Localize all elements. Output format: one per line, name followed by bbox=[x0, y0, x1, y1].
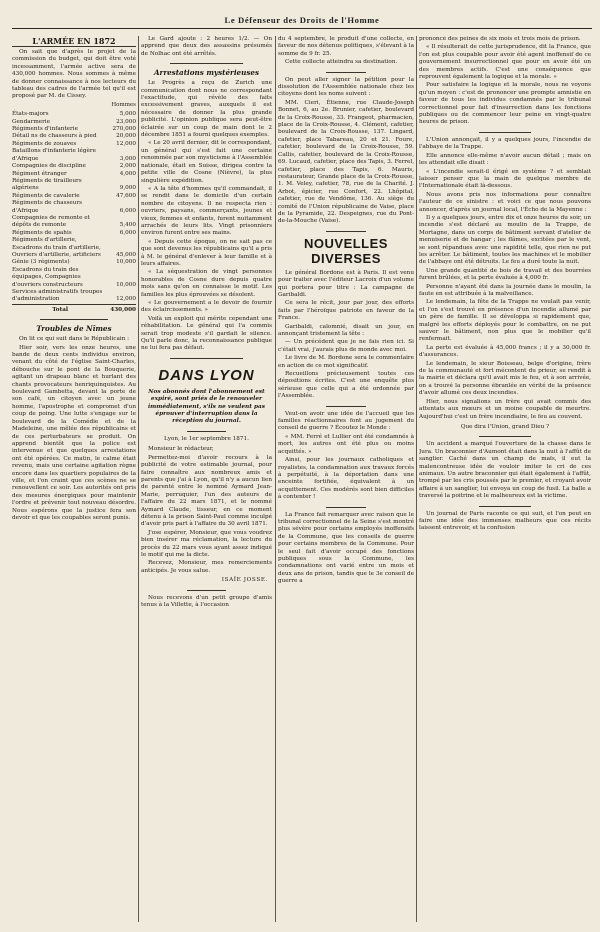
arrests-paragraph: Le Progrès a reçu de Zurich une communication dont nous ne correspondant l'exactitude, qui révèle des faits excessivement graves, auxquels il est nécessaire de donner la plus grande publicité. L'opinion publique sera peut-être éclairée sur un coup de main dont le 2 décembre 1851 a fourni quelques exemples. bbox=[141, 80, 272, 139]
table-row bbox=[12, 267, 136, 289]
nimes-title: Troubles de Nîmes bbox=[36, 324, 112, 334]
lyon-title: DANS LYON bbox=[158, 366, 255, 384]
table-row bbox=[12, 215, 136, 230]
subscription-notice: Nos abonnés dont l'abonnement est expiré, sont priés de le renouveler immédiatement, s'ils ne veulent pas éprouver d'interruption dans la réception du journal. bbox=[147, 388, 266, 425]
gard-text: Le Gard ajoute : 2 heures 1/2. — On apprend que deux des assassins présumés de Nolhac ont été arrêtés. bbox=[141, 36, 272, 57]
paris-paragraph: Un journal de Paris raconte ce qui suit, et l'on peut en faire une idée des immenses malheurs que ces récits laissent entrevoir, et la confusion bbox=[419, 510, 591, 532]
union-question: Que dira l'Union, grand Dieu ? bbox=[460, 423, 550, 430]
table-total-value: 430,000 bbox=[108, 304, 136, 314]
arrests-paragraph: « Le gouvernement a le devoir de fournir des éclaircissements. » bbox=[141, 300, 272, 314]
table-row-label: Bataillons d'infanterie légère d'Afrique bbox=[12, 148, 97, 162]
table-row-label: Régiments de chasseurs d'Afrique bbox=[12, 200, 83, 214]
masthead-title: Le Défenseur des Droits de l'Homme bbox=[224, 15, 380, 25]
union-paragraph: Personne n'ayant été dans la journée dans le moulin, la faute en est attribuée à la malveillance. bbox=[419, 283, 591, 297]
table-row-label: Régiments de zouaves bbox=[12, 140, 77, 147]
column-rule bbox=[275, 36, 276, 922]
reunion-paragraph: Ainsi, pour les journaux catholiques et royalistes, la condamnation aux travaux forcés à perpétuité, à la déportation dans une enceinte fortifiée, équivalent à un acquittement. Ces modérés sont bien difficiles à contenter ! bbox=[278, 457, 414, 501]
union-paragraph: Il y a quelques jours, entre dix et onze heures du soir, un incendie s'est déclaré au moulin de la Trappe, de Mortagne, dans un corps de bâtiment servant d'atelier de menuiserie et de hangar ; les flâmes, excitées par le vent, se sont répandues avec une rapidité telle, que rien ne put les arrêter. Le bâtiment, toutes les machines et le mobilier de l'abbaye ont été détruits. Le feu a duré toute la nuit. bbox=[419, 214, 591, 266]
table-row-label: Services administratifs troupes d'administration bbox=[12, 289, 103, 303]
divider bbox=[326, 72, 367, 73]
table-total-row bbox=[12, 304, 136, 314]
union-paragraph: L'Union annonçait, il y a quelques jours, l'incendie de l'abbaye de la Trappe. bbox=[419, 136, 591, 151]
table-row-value: 10,000 bbox=[116, 281, 136, 288]
table-row-value: 5,400 bbox=[119, 222, 136, 229]
letter-salutation: Monsieur le rédacteur, bbox=[148, 446, 214, 453]
table-row bbox=[12, 171, 136, 178]
divider bbox=[326, 231, 367, 232]
union-paragraph: Elle annonce elle-même n'avoir aucun détail ; mais on les attendait elle disait : bbox=[419, 152, 591, 167]
union-paragraph: « L'incendie serait-il érigé en système ? et semblait laisser penser que la main de quelque membre de l'Internationale était là-dessous. bbox=[419, 168, 591, 190]
union-paragraph: La perte est évaluée à 45,000 francs ; il y a 30,000 fr. d'assurances. bbox=[419, 344, 591, 359]
table-row bbox=[12, 111, 136, 118]
divider bbox=[170, 63, 242, 64]
table-row-value: 6,000 bbox=[119, 229, 136, 236]
column-1 bbox=[12, 36, 136, 924]
arrests-title: Arrestations mystérieuses bbox=[153, 68, 260, 78]
table-row-value: 47,600 bbox=[116, 192, 136, 199]
france-paragraph: La France fait remarquer avec raison que le tribunal correctionnel de la Seine s'est montré plus sévère pour certains employés inoffensifs de la Commune, que les conseils de guerre pour certains membres de la Commune. Pour le seul fait d'avoir occupé des fonctions publiques sous la Commune, les condamnations ont varié entre un mois et deux ans de prison, tandis que le 3e conseil de guerre a bbox=[278, 511, 414, 585]
column-4 bbox=[419, 36, 591, 924]
table-row-label: Compagnies de remonte et dépôts de remonte bbox=[12, 214, 90, 229]
table-row-label: Détail ns de chasseurs à pied bbox=[12, 133, 97, 140]
divider bbox=[479, 506, 531, 507]
arrests-paragraph: « Depuis cette époque, on ne sait pas ce que sont devenus les républicains qu'il a pris à M. le général d'enlever à leur famille et à leurs affaires. bbox=[141, 238, 272, 267]
table-row bbox=[12, 289, 136, 304]
table-row-value: 20,000 bbox=[116, 133, 136, 140]
diverses-paragraph: Recueillons précieusement toutes ces dépositions écrites. C'est une enquête plus sérieuse que celle qui a été ordonnée par l'Assemblée. bbox=[278, 371, 414, 400]
table-row-value: 4,000 bbox=[119, 170, 136, 177]
diverses-paragraph: — Un précédent que je ne fais rien ici. Si c'était vrai, j'aurais plus de monde avec moi. bbox=[278, 339, 414, 353]
table-row-value: 23,000 bbox=[116, 118, 136, 125]
table-row-value: 270,000 bbox=[112, 126, 136, 133]
letter-paragraph: Recevez, Monsieur, mes remerciements anticipés. Je vous salue. bbox=[141, 560, 272, 574]
divider bbox=[187, 590, 226, 591]
table-row bbox=[12, 237, 136, 259]
table-row bbox=[12, 119, 136, 126]
collection-note: Cette collecte atteindra sa destination. bbox=[285, 59, 398, 66]
signers-list: MM. Cieri, Étienne, rue Claude-Joseph Bonnet, 6, au 2e. Brunier, cafetier, boulevard de la Croix-Rousse, 33. Frangeot, pharmacien, place de la Croix-Rousse, 4. Clément, cafetier, boulevard de la Croix-Rousse, 137. Lingard, cafetier, place Tabareau, 20 et 21. Foure, cafetier, boulevard de la Croix-Rousse, 59. Callis, cafetier, boulevard de la Croix-Rousse, 69. Lucaud, cafetier, place des Tapis, 3. Ferrel, cafetier, place des Tapis, 6. Mauris, restaurateur, Grande place de la Croix-Rousse, 1. M. Veley, cafetier, 78, rue de la Charité. J. Arbot, épicier, rue Confort, 22. Lhôpital, cafetier, rue de Vendôme, 136. Au siège du comité de l'Union républicaine de Vaise, place de la Pyramide, 22. Despeignes, rue du Pont-de-la-Mouche (Vaise). bbox=[278, 99, 414, 225]
column-3 bbox=[278, 36, 414, 924]
verdict-text: prononcé des peines de six mois et trois mois de prison. bbox=[419, 36, 581, 42]
table-row bbox=[12, 259, 136, 266]
arrests-paragraph: « Le 20 avril dernier, dit le correspondant, un général qui s'est fait une certaine renommée par son mysticisme à l'Assemblée nationale, était en Suisse, dirigea contre la petite ville de Cosne (Nièvre), la plus singulière expédition. bbox=[141, 140, 272, 184]
table-row-value: 3,000 bbox=[119, 155, 136, 162]
table-row bbox=[12, 200, 136, 215]
table-total-label: Total bbox=[12, 304, 108, 314]
table-row bbox=[12, 133, 136, 140]
collection-text: Nous recevons d'un petit groupe d'amis tenus à la Villette, à l'occasion bbox=[141, 594, 272, 608]
table-row-value: 5,000 bbox=[119, 111, 136, 118]
divider bbox=[326, 406, 367, 407]
arrests-paragraph: Voilà un exploit qui mérite cependant une réhabilitation. Le général qui l'a commis serait trop modeste s'il gardait le silence. Qu'il parle donc, la reconnaissance publique ne lui fera pas défaut. bbox=[141, 315, 272, 352]
army-intro: On sait que d'après le projet de la commission du budget, qui doit être voté incessamment, l'armée active sera de 430,000 hommes. Nous sommes à même de donner connaissance à nos lecteurs du tableau des cadres de l'armée tel qu'il est proposé par M. de Cissey. bbox=[12, 49, 136, 100]
table-row bbox=[12, 148, 136, 163]
petition-text: On peut aller signer la pétition pour la dissolution de l'Assemblée nationale chez les citoyens dont les noms suivent : bbox=[278, 76, 414, 98]
arrests-paragraph: « La séquestration de vingt personnes honorables de Cosne dure depuis quatre mois sans qu'on en connaisse le motif. Les familles les plus éprouvées se désolent. bbox=[141, 269, 272, 298]
france-quote: « Il résulterait de cette jurisprudence, dit la France, que l'on est plus coupable pour avoir été agent inoffensif de ce gouvernement insurrectionnel que pour en avoir été un des membres actifs. C'est une conséquence que reprouvent également la logique et la morale. » bbox=[419, 44, 591, 81]
union-paragraph: Hier, nous signalions un frère qui avait commis des attentats aux mœurs et un moine coupable de meurtre. Aujourd'hui c'est un frère incendiaire, le feu au couvent. bbox=[419, 398, 591, 420]
collection-text: du 4 septembre, le produit d'une collecte, en faveur de nos détenus politiques, s'élevant à la somme de 9 fr. 25. bbox=[278, 36, 414, 57]
column-rule bbox=[138, 36, 139, 922]
table-row-label: Escadrons du train des équipages, Compagnies d'ouvriers constructeurs bbox=[12, 266, 83, 288]
column-rule bbox=[416, 36, 417, 922]
accident-paragraph: Un accident a marqué l'ouverture de la chasse dans le Jura. Un braconnier d'Aumont était dans la nuit à l'affût de sanglier. Caché dans un champ de maïs, il eut la malencontreuse idée de vouloir imiter le cri de ces animaux. Un autre braconnier qui était également à l'affût, trompé par les cris poussés par le premier, et croyant avoir affaire à un sanglier, lui envoya un coup de fusil. La balle a traversé la poitrine et le malheureux est la victime. bbox=[419, 441, 591, 500]
masthead bbox=[12, 8, 592, 29]
table-row-label: Régiments d'infanterie bbox=[12, 126, 78, 133]
union-paragraph: Le lendemain, la fête de la Trappe ne voulait pas venir, et l'on s'est trouvé en présence d'un incendie allumé par un père de famille. Il se développa si rapidement que, malgré les efforts déployés pour le combattre, on ne put sauver le bâtiment, non plus que le mobilier qu'il renfermait. bbox=[419, 299, 591, 343]
table-row bbox=[12, 163, 136, 170]
column-2 bbox=[141, 36, 272, 924]
table-row-label: Régiments de tirailleurs algériens bbox=[12, 177, 82, 192]
table-row-value: 12,000 bbox=[116, 296, 136, 303]
diverses-title: NOUVELLES DIVERSES bbox=[304, 235, 388, 266]
union-paragraph: Le lendemain, le sieur Boisseau, belge d'origine, frère de la communauté et fort mécontent du prieur, se rendit à la mairie et déclara qu'il avait mis le feu, et à son arrivée, on a trouvé la personne ébranlée en vérité de la présence d'avoir allumé ces deux incendies. bbox=[419, 360, 591, 397]
divider bbox=[326, 507, 367, 508]
table-row-value: 12,000 bbox=[116, 140, 136, 147]
table-row bbox=[12, 178, 136, 193]
table-header: Hommes bbox=[111, 101, 136, 108]
diverses-paragraph: Le général Bordone est à Paris. Il est venu pour traiter avec l'éditeur Lacroix d'un volume qui portera pour titre : La campagne de Garibaldi. bbox=[278, 269, 414, 298]
nimes-quote: On lit ce qui suit dans le Républicain : bbox=[19, 336, 130, 343]
nimes-text: Hier soir, vers les onze heures, une bande de deux cents individus environ, venant du côté de l'église Saint-Charles, débouche sur le pont de la Bouquerie, agitant un drapeau blanc et hurlant des chants provocateurs henriquinquistes. Au boulevard Gambetta, devant la porte de son café, un citoyen avec un jeune homme, l'apostrophe et compromet d'un coup de poing. Une lutte s'engage sur le boulevard de la Comédie et de la Madeleine, une mêlée des républicains et de ces perturbateurs se produit. On apprend bientôt que la police est intervenue et que quelques arrestations ont été opérées. Ce matin, le calme était revenu, mais une certaine agitation règne encore dans les quartiers populaires de la ville, et l'on craint que ces scènes ne se renouvellent ce soir. Les autorités ont pris des mesures énergiques pour maintenir l'ordre et prévenir tout nouveau désordre. Nous espérons que la justice fera son devoir et que les coupables seront punis. bbox=[12, 344, 136, 521]
divider bbox=[187, 431, 226, 432]
letter-date: Lyon, le 1er septembre 1871. bbox=[164, 435, 249, 442]
table-row-label: États-majors bbox=[12, 111, 49, 118]
table-row-label: Gendarmerie bbox=[12, 118, 50, 125]
table-row-value: 45,000 bbox=[116, 251, 136, 258]
reunion-paragraph: Veut-on avoir une idée de l'accueil que les familles réactionnaires font au jugement du conseil de guerre ? Écoutez le Monde : bbox=[278, 410, 414, 432]
army-table bbox=[12, 111, 136, 314]
table-row-value: 6,000 bbox=[119, 207, 136, 214]
diverses-paragraph: Le livre de M. Bordone sera le commentaire en action de ce mot significatif. bbox=[278, 355, 414, 369]
table-row-value: 10,000 bbox=[116, 259, 136, 266]
diverses-paragraph: Ce sera le récit, jour par jour, des efforts faits par l'héroïque patriote en faveur de la France. bbox=[278, 300, 414, 322]
table-row-label: Régiments de cavalerie bbox=[12, 192, 80, 199]
table-row-value: 9,000 bbox=[119, 185, 136, 192]
reunion-quote: « MM. Ferré et Lullier ont été condamnés à mort, les autres ont été plus ou moins acquittés. » bbox=[278, 433, 414, 455]
amnesty-paragraph: Pour satisfaire la logique et la morale, nous ne voyons qu'un moyen : c'est de prononcer une prompte amnistie en faveur de tous les individus condamnés par le tribunal correctionnel pour fait d'insurrection dans les fonctions publiques ou de commencer leur peine en vingt-quatre heures de prison. bbox=[419, 82, 591, 126]
union-paragraph: Une grande quantité de bois de travail et des bourrées furent brûlées, et la perte évaluée à 4,000 fr. bbox=[419, 267, 591, 282]
table-row-label: Compagnies de discipline bbox=[12, 163, 86, 170]
divider bbox=[170, 358, 242, 359]
table-row bbox=[12, 193, 136, 200]
table-row-label: Génie (3 régiments) bbox=[12, 259, 70, 266]
divider bbox=[479, 436, 531, 437]
divider bbox=[40, 319, 108, 320]
table-row-value: 2,000 bbox=[119, 163, 136, 170]
diverses-paragraph: Garibaldi, calomnié, disait un jour, en annonçant tristement la tête : bbox=[278, 323, 414, 337]
table-row-label: Régiments d'artillerie, Escadrons du train d'artillerie, Ouvriers d'artillerie, artificiers bbox=[12, 237, 101, 258]
table-row-label: Régiments de spahis bbox=[12, 229, 72, 236]
union-paragraph: Nous avons pris nos informations pour connaître l'auteur de ce sinistre : et voici ce que nous pouvons annoncer, d'après un journal local, l'Écho de la Mayenne : bbox=[419, 191, 591, 213]
letter-signature: ISAÏE JOSSE. bbox=[221, 577, 268, 584]
table-row-label: Régiment étranger bbox=[12, 170, 67, 177]
divider bbox=[479, 132, 531, 133]
letter-paragraph: J'ose espérer, Monsieur, que vous voudrez bien insérer ma réclamation, la lecture du procès du 22 mars vous ayant assez indiqué le motif qui me la dicte. bbox=[141, 529, 272, 558]
arrests-paragraph: « A la tête d'hommes qu'il commandait, il se rendit dans le domicile d'un certain nombre de citoyens. Il ne respecta rien : ouvriers, paysans, commerçants, jeunes et vieux, femmes et enfants, furent nuitamment arrachés de leurs lits. Vingt prisonniers environ furent entre ses mains. bbox=[141, 185, 272, 237]
army-title: L'ARMÉE EN 1872 bbox=[12, 36, 136, 47]
letter-paragraph: Permettez-moi d'avoir recours à la publicité de votre estimable journal, pour faire connaître aux nombreux amis et parents que j'ai à Lyon, qu'il n'y a aucun lien de parenté entre le nommé Aymard Jean-Marie, perruquier, l'un des auteurs de l'affaire du 22 mars 1871, et le nommé Aymard Claude, tisseur, en ce moment détenu à la prison Saint-Paul comme inculpé d'avoir pris part à l'affaire du 30 avril 1871. bbox=[141, 454, 272, 528]
